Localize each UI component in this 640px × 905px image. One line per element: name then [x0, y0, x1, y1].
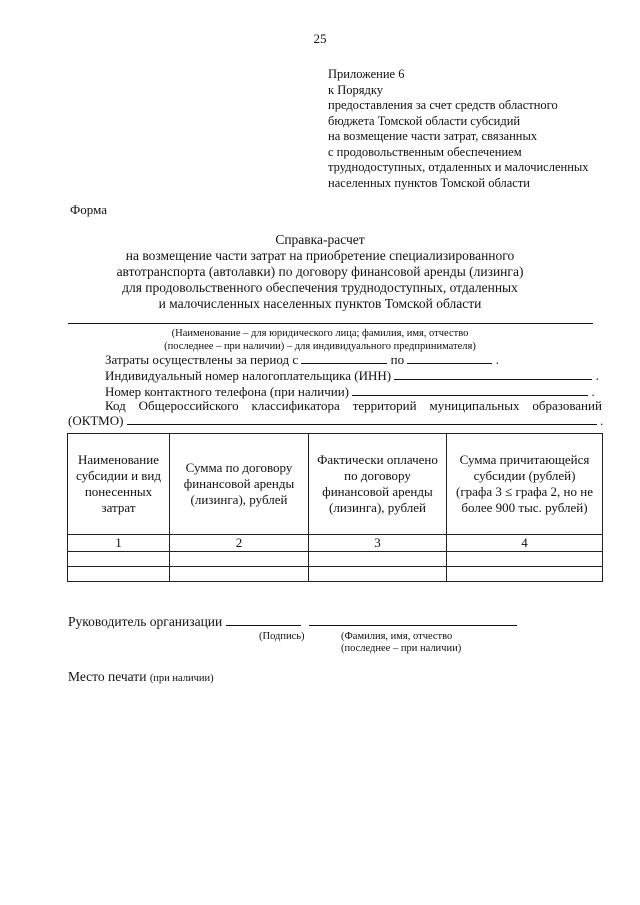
table-column-number: 3	[309, 535, 447, 552]
calculation-table	[67, 433, 603, 582]
oktmo-row	[105, 398, 602, 414]
appendix-line: с продовольственным обеспечением	[328, 144, 522, 159]
table-cell[interactable]	[68, 567, 170, 582]
oktmo-word: образований	[532, 398, 602, 413]
title-line: автотранспорта (автолавки) по договору финансовой аренды (лизинга)	[116, 264, 524, 279]
oktmo-end: .	[599, 413, 604, 428]
period-row	[105, 352, 499, 368]
full-name-hint-1: (Фамилия, имя, отчество	[341, 631, 453, 642]
stamp-note: (при наличии)	[149, 673, 214, 684]
form-label: Форма	[70, 202, 107, 217]
oktmo-word: территорий	[352, 398, 417, 413]
oktmo-field[interactable]	[127, 413, 597, 425]
signature-hint: (Подпись)	[259, 631, 305, 642]
inn-label: Индивидуальный номер налогоплательщика (ИНН)	[105, 368, 392, 383]
appendix-line: населенных пунктов Томской области	[328, 175, 530, 190]
oktmo-word: Общероссийского	[138, 398, 239, 413]
document-title	[0, 232, 640, 312]
appendix-block	[328, 67, 628, 191]
table-cell[interactable]	[447, 567, 603, 582]
stamp-row	[68, 669, 214, 685]
table-column-number: 2	[170, 535, 309, 552]
period-label: Затраты осуществлены за период с	[105, 352, 299, 367]
appendix-line: предоставления за счет средств областного	[328, 98, 558, 112]
title-line: на возмещение части затрат на приобретение специализированного	[125, 248, 515, 263]
appendix-line: бюджета Томской области субсидий	[328, 113, 521, 128]
period-end: .	[495, 352, 499, 367]
table-cell[interactable]	[309, 567, 447, 582]
table-column-number: 4	[447, 535, 603, 552]
appendix-line: к Порядку	[328, 82, 383, 97]
table-header-cell: Наименование субсидии и вид понесенных затрат	[68, 434, 170, 535]
table-cell[interactable]	[447, 552, 603, 567]
oktmo-label: (ОКТМО)	[68, 413, 124, 428]
table-header-cell: Сумма по договору финансовой аренды (лизинга), рублей	[170, 434, 309, 535]
oktmo-word: муниципальных	[429, 398, 520, 413]
period-to-label: по	[390, 352, 405, 367]
organization-name-hint-1: (Наименование – для юридического лица; фамилия, имя, отчество	[171, 328, 469, 339]
table-header-row	[68, 434, 603, 535]
table-number-row	[68, 535, 603, 552]
organization-name-line[interactable]	[68, 323, 593, 324]
oktmo-word: Код	[105, 398, 126, 413]
signature-label: Руководитель организации	[68, 614, 223, 629]
table-column-number: 1	[68, 535, 170, 552]
oktmo-word: классификатора	[251, 398, 340, 413]
inn-end: .	[595, 368, 599, 383]
table-header-cell: Фактически оплачено по договору финансовой аренды (лизинга), рублей	[309, 434, 447, 535]
stamp-label: Место печати	[68, 669, 147, 684]
table-cell[interactable]	[170, 552, 309, 567]
table-row	[68, 552, 603, 567]
title-heading: Справка-расчет	[275, 232, 365, 247]
phone-field[interactable]	[352, 384, 588, 396]
full-name-hint-2: (последнее – при наличии)	[341, 643, 462, 654]
organization-name-hint-2: (последнее – при наличии) – для индивидуального предпринимателя)	[164, 341, 476, 352]
phone-end: .	[591, 384, 595, 399]
title-line: и малочисленных населенных пунктов Томской области	[158, 296, 482, 311]
table-cell[interactable]	[309, 552, 447, 567]
full-name-field[interactable]	[309, 614, 517, 626]
period-from-field[interactable]	[301, 352, 387, 364]
table-cell[interactable]	[170, 567, 309, 582]
period-to-field[interactable]	[407, 352, 492, 364]
inn-field[interactable]	[394, 368, 592, 380]
appendix-line: Приложение 6	[328, 67, 405, 81]
oktmo-row-2	[68, 413, 603, 429]
inn-row	[105, 368, 599, 384]
table-header-cell: Сумма причитающейся субсидии (рублей) (графа 3 ≤ графа 2, но не более 900 тыс. рублей)	[447, 434, 603, 535]
table-cell[interactable]	[68, 552, 170, 567]
appendix-line: на возмещение части затрат, связанных	[328, 129, 538, 143]
page-number: 25	[313, 31, 327, 46]
appendix-line: труднодоступных, отдаленных и малочисленных	[328, 160, 589, 174]
title-line: для продовольственного обеспечения труднодоступных, отдаленных	[122, 280, 518, 295]
table-row	[68, 567, 603, 582]
signature-field[interactable]	[226, 614, 301, 626]
phone-label: Номер контактного телефона (при наличии)	[105, 384, 349, 399]
signature-row	[68, 614, 517, 630]
